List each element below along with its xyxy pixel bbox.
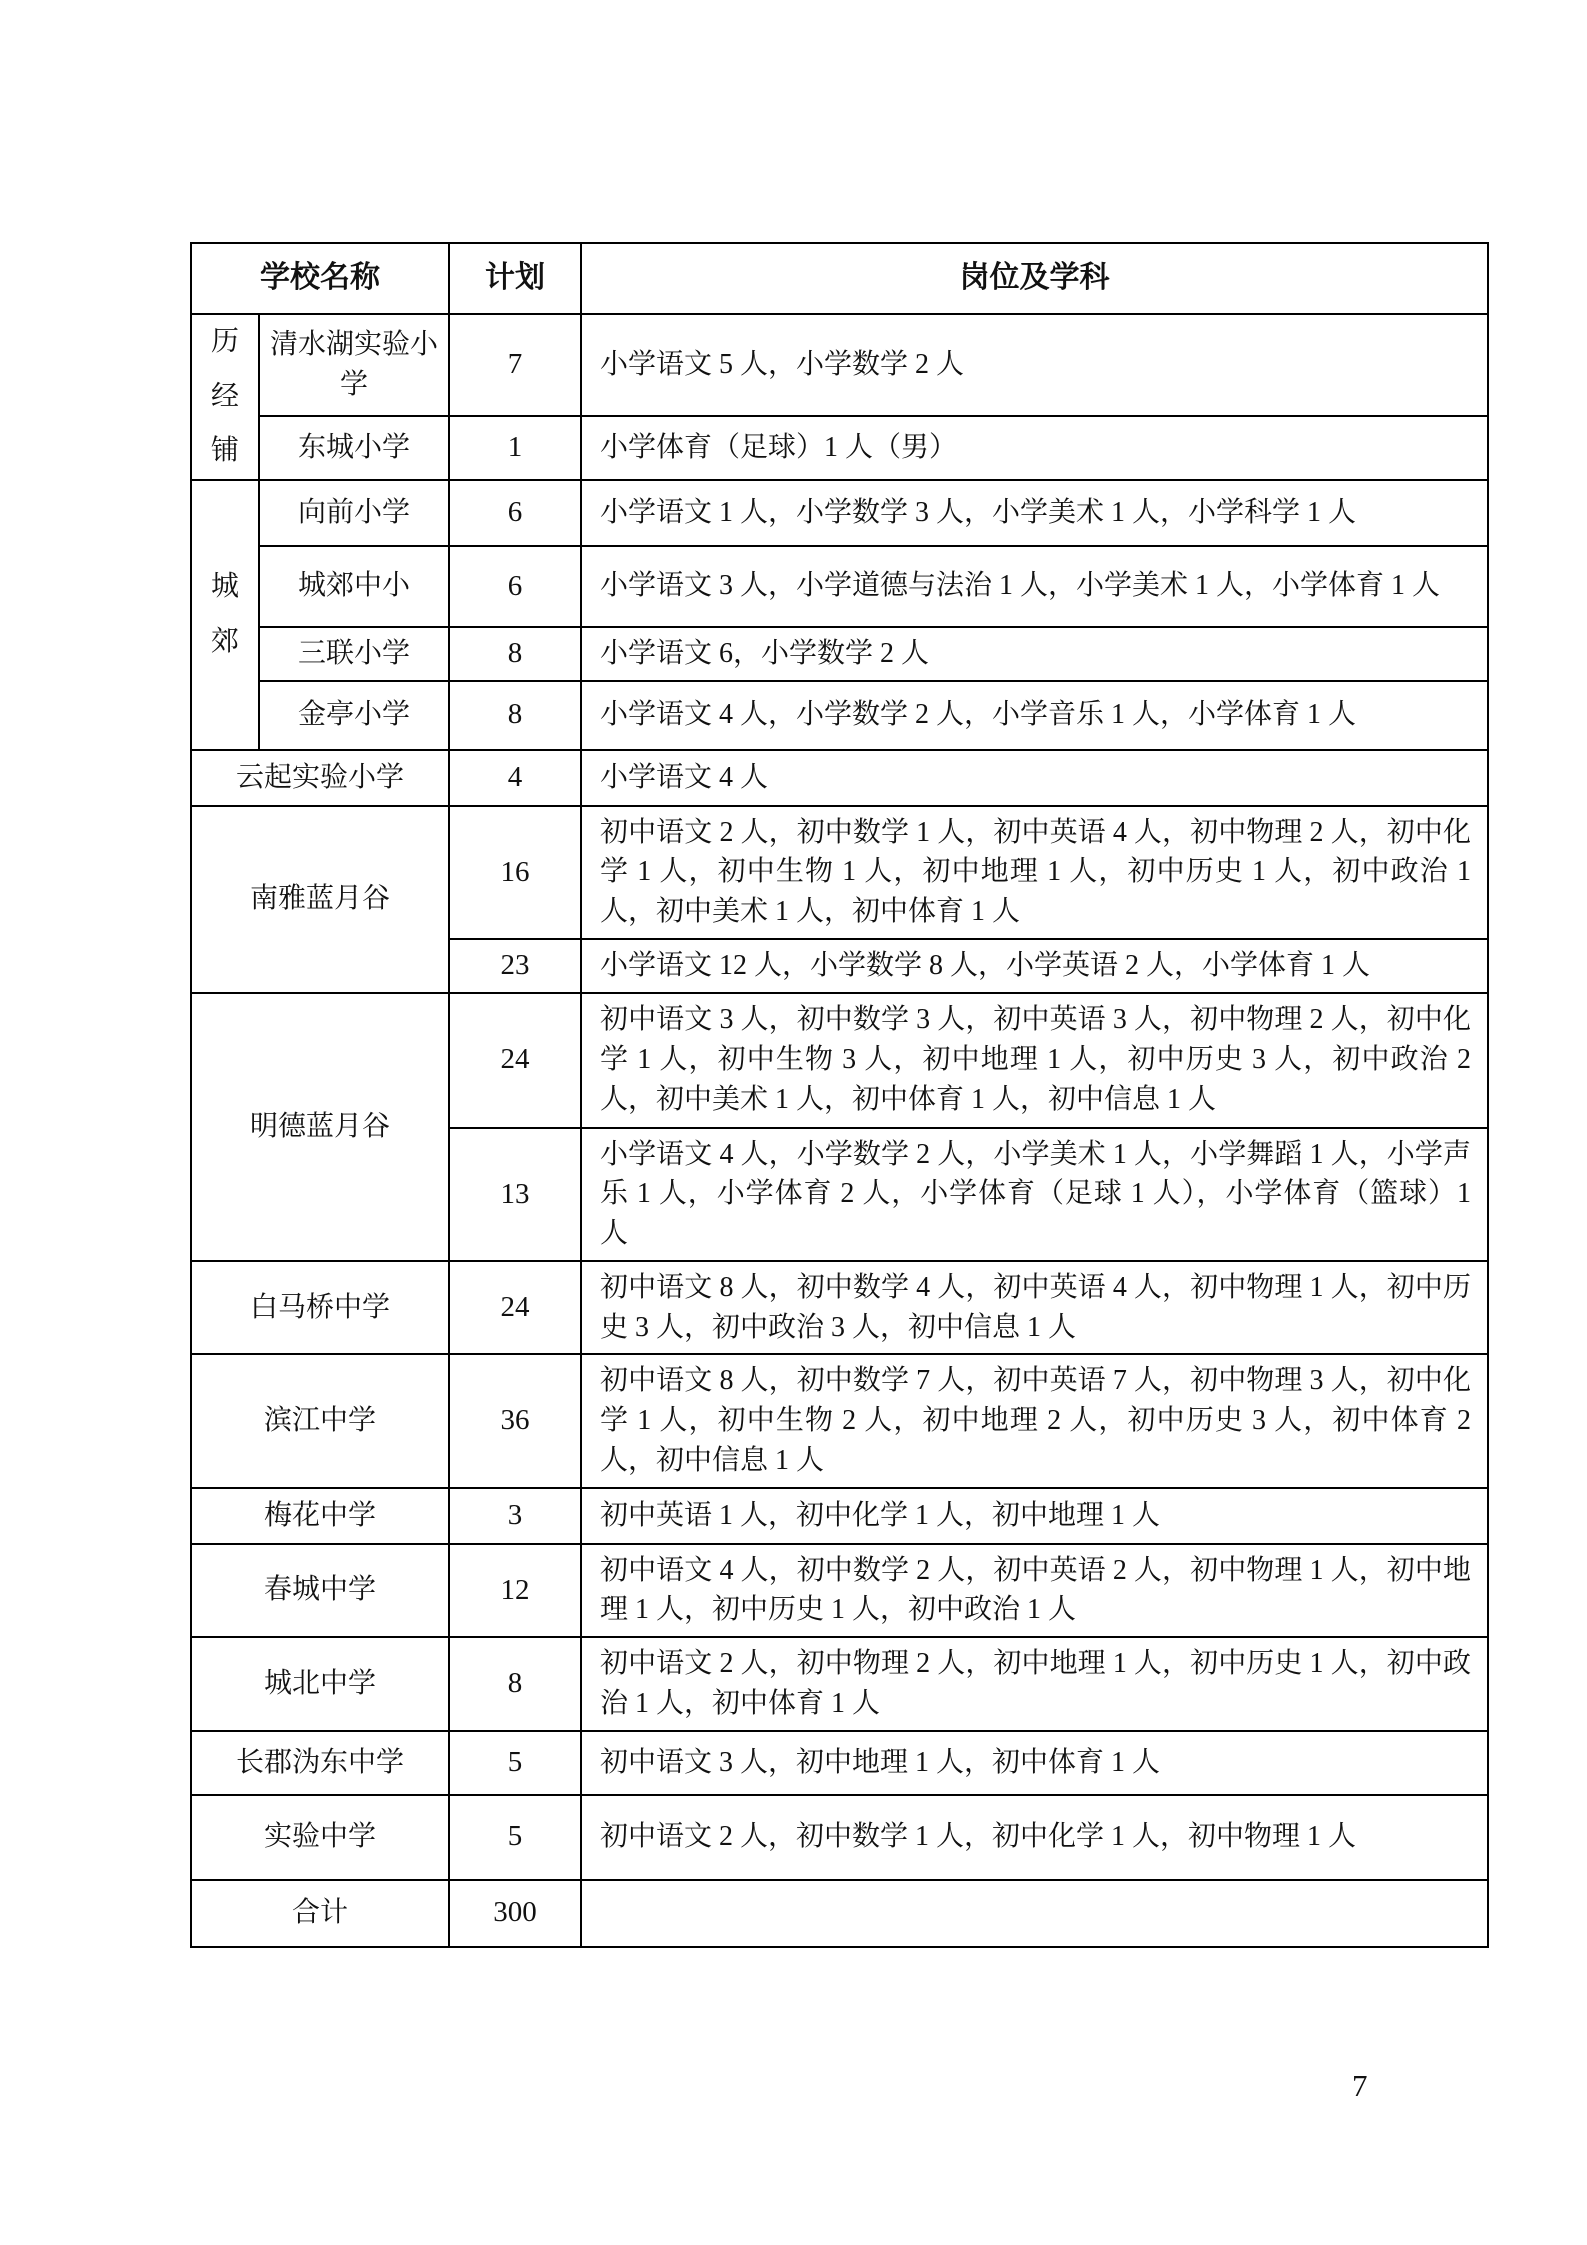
school-name: 白马桥中学 bbox=[191, 1261, 449, 1355]
table-row bbox=[191, 806, 1488, 939]
plan-value: 4 bbox=[449, 750, 581, 806]
plan-value: 8 bbox=[449, 627, 581, 681]
school-name: 三联小学 bbox=[259, 627, 449, 681]
positions-text: 初中语文 8 人，初中数学 4 人，初中英语 4 人，初中物理 1 人，初中历史 3 人，初中政治 3 人，初中信息 1 人 bbox=[581, 1261, 1488, 1355]
page-number: 7 bbox=[1352, 2068, 1368, 2103]
school-name: 春城中学 bbox=[191, 1544, 449, 1638]
header-positions: 岗位及学科 bbox=[581, 243, 1488, 314]
positions-text bbox=[581, 1880, 1488, 1947]
school-name: 清水湖实验小学 bbox=[259, 314, 449, 416]
school-name: 滨江中学 bbox=[191, 1354, 449, 1487]
group-label: 历经铺 bbox=[211, 326, 240, 467]
plan-value: 12 bbox=[449, 1544, 581, 1638]
positions-text: 小学语文 12 人，小学数学 8 人，小学英语 2 人，小学体育 1 人 bbox=[581, 939, 1488, 993]
school-name: 南雅蓝月谷 bbox=[191, 806, 449, 993]
school-name: 实验中学 bbox=[191, 1795, 449, 1880]
positions-text: 初中英语 1 人，初中化学 1 人，初中地理 1 人 bbox=[581, 1488, 1488, 1544]
table-row bbox=[191, 1354, 1488, 1487]
table-header-row bbox=[191, 243, 1488, 314]
school-name: 梅花中学 bbox=[191, 1488, 449, 1544]
group-label-cell bbox=[191, 480, 259, 750]
header-school-name: 学校名称 bbox=[191, 243, 449, 314]
table-row bbox=[191, 546, 1488, 627]
positions-text: 小学语文 6，小学数学 2 人 bbox=[581, 627, 1488, 681]
table-row bbox=[191, 750, 1488, 806]
school-name: 云起实验小学 bbox=[191, 750, 449, 806]
plan-value: 16 bbox=[449, 806, 581, 939]
table-row bbox=[191, 1544, 1488, 1638]
plan-value: 3 bbox=[449, 1488, 581, 1544]
table-row bbox=[191, 314, 1488, 416]
school-name: 向前小学 bbox=[259, 480, 449, 546]
positions-text: 初中语文 3 人，初中数学 3 人，初中英语 3 人，初中物理 2 人，初中化学 1 人，初中生物 3 人，初中地理 1 人，初中历史 3 人，初中政治 2 人，初中美术 1 人，初中体育 1 人，初中信息 1 人 bbox=[581, 993, 1488, 1128]
positions-text: 初中语文 2 人，初中物理 2 人，初中地理 1 人，初中历史 1 人，初中政治 1 人，初中体育 1 人 bbox=[581, 1637, 1488, 1731]
school-name: 东城小学 bbox=[259, 416, 449, 480]
positions-text: 小学体育（足球）1 人（男） bbox=[581, 416, 1488, 480]
plan-value: 8 bbox=[449, 681, 581, 750]
table-row bbox=[191, 627, 1488, 681]
positions-text: 小学语文 1 人，小学数学 3 人，小学美术 1 人，小学科学 1 人 bbox=[581, 480, 1488, 546]
positions-text: 初中语文 2 人，初中数学 1 人，初中化学 1 人，初中物理 1 人 bbox=[581, 1795, 1488, 1880]
school-name: 长郡沩东中学 bbox=[191, 1731, 449, 1795]
total-label: 合计 bbox=[191, 1880, 449, 1947]
plan-value: 24 bbox=[449, 993, 581, 1128]
plan-value: 8 bbox=[449, 1637, 581, 1731]
positions-text: 小学语文 3 人，小学道德与法治 1 人，小学美术 1 人，小学体育 1 人 bbox=[581, 546, 1488, 627]
table-row bbox=[191, 1637, 1488, 1731]
positions-text: 小学语文 4 人，小学数学 2 人，小学音乐 1 人，小学体育 1 人 bbox=[581, 681, 1488, 750]
plan-value: 5 bbox=[449, 1731, 581, 1795]
table-row bbox=[191, 1731, 1488, 1795]
table-row bbox=[191, 993, 1488, 1128]
positions-text: 初中语文 4 人，初中数学 2 人，初中英语 2 人，初中物理 1 人，初中地理 1 人，初中历史 1 人，初中政治 1 人 bbox=[581, 1544, 1488, 1638]
plan-value: 5 bbox=[449, 1795, 581, 1880]
group-label: 城郊 bbox=[211, 571, 240, 657]
header-plan: 计划 bbox=[449, 243, 581, 314]
total-value: 300 bbox=[449, 1880, 581, 1947]
table-row bbox=[191, 416, 1488, 480]
plan-value: 1 bbox=[449, 416, 581, 480]
positions-text: 小学语文 4 人，小学数学 2 人，小学美术 1 人，小学舞蹈 1 人，小学声乐 1 人，小学体育 2 人，小学体育（足球 1 人），小学体育（篮球）1 人 bbox=[581, 1128, 1488, 1261]
plan-value: 24 bbox=[449, 1261, 581, 1355]
positions-text: 初中语文 3 人，初中地理 1 人，初中体育 1 人 bbox=[581, 1731, 1488, 1795]
recruitment-plan-table bbox=[190, 242, 1489, 1948]
table-row bbox=[191, 480, 1488, 546]
table-row bbox=[191, 1488, 1488, 1544]
plan-value: 13 bbox=[449, 1128, 581, 1261]
plan-value: 23 bbox=[449, 939, 581, 993]
plan-value: 6 bbox=[449, 480, 581, 546]
school-name: 城北中学 bbox=[191, 1637, 449, 1731]
plan-value: 7 bbox=[449, 314, 581, 416]
positions-text: 小学语文 4 人 bbox=[581, 750, 1488, 806]
positions-text: 初中语文 2 人，初中数学 1 人，初中英语 4 人，初中物理 2 人，初中化学 1 人，初中生物 1 人，初中地理 1 人，初中历史 1 人，初中政治 1 人，初中美术 1 人，初中体育 1 人 bbox=[581, 806, 1488, 939]
table-row bbox=[191, 681, 1488, 750]
school-name: 城郊中小 bbox=[259, 546, 449, 627]
table-row bbox=[191, 1261, 1488, 1355]
group-label-cell bbox=[191, 314, 259, 480]
plan-value: 36 bbox=[449, 1354, 581, 1487]
positions-text: 初中语文 8 人，初中数学 7 人，初中英语 7 人，初中物理 3 人，初中化学 1 人，初中生物 2 人，初中地理 2 人，初中历史 3 人，初中体育 2 人，初中信息 1 人 bbox=[581, 1354, 1488, 1487]
school-name: 金亭小学 bbox=[259, 681, 449, 750]
positions-text: 小学语文 5 人，小学数学 2 人 bbox=[581, 314, 1488, 416]
plan-value: 6 bbox=[449, 546, 581, 627]
school-name: 明德蓝月谷 bbox=[191, 993, 449, 1261]
table-row bbox=[191, 1795, 1488, 1880]
total-row bbox=[191, 1880, 1488, 1947]
